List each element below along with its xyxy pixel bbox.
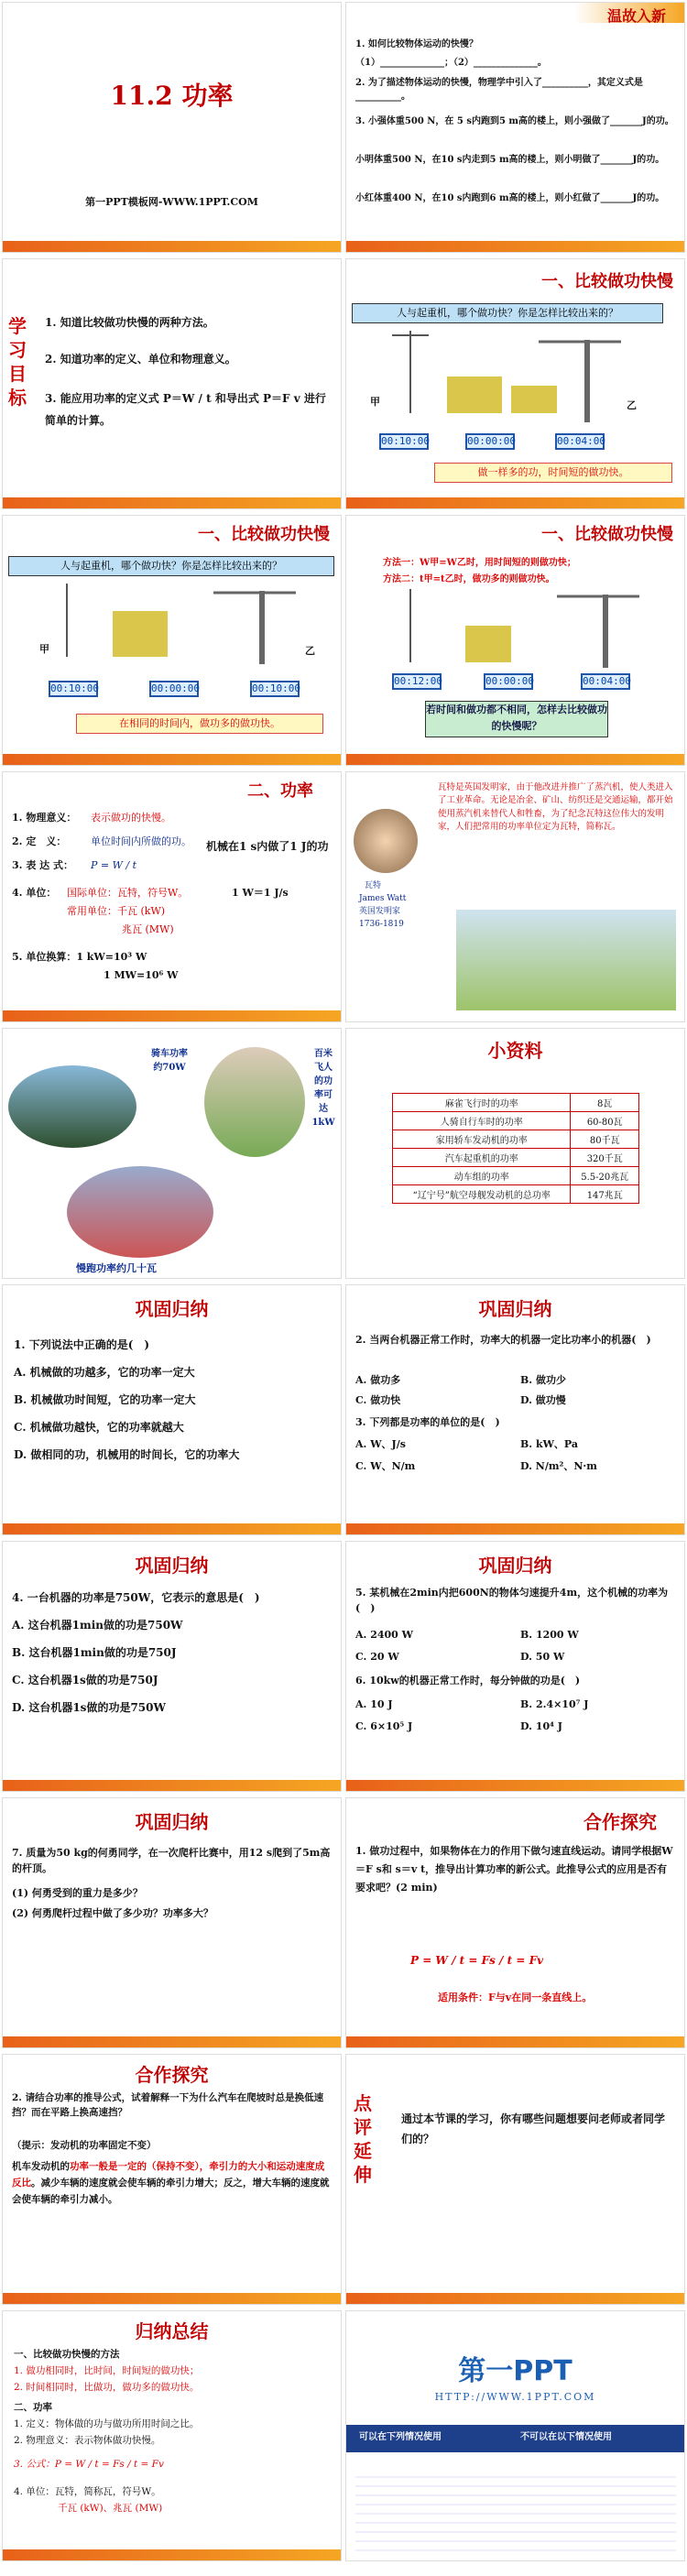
- q4: 4. 一台机器的功率是750W，它表示的意思是( ): [12, 1591, 260, 1604]
- title: 一、比较做功快慢: [198, 525, 330, 544]
- slide-reflect: [345, 2054, 685, 2305]
- title: 11.2 功率: [110, 81, 234, 111]
- review-q1: 1. 如何比较物体运动的快慢？: [355, 39, 478, 49]
- clock-1: 00:12:00: [392, 673, 442, 690]
- q4-a: A. 这台机器1min做的功是750W: [12, 1619, 183, 1632]
- table-cell: 汽车起重机的功率: [393, 1149, 571, 1167]
- unit-2: 常用单位：千瓦 (kW): [67, 905, 166, 917]
- q5-c: C. 20 W: [355, 1651, 399, 1663]
- q1: 1. 下列说法中正确的是( ): [14, 1338, 150, 1351]
- cyclist-photo: [8, 1065, 136, 1148]
- p4-label: 4. 单位：: [12, 887, 57, 899]
- sum-b2: 2. 物理意义：表示物体做功快慢。: [14, 2435, 161, 2446]
- q6-a: A. 10 J: [355, 1698, 393, 1710]
- table-row: [393, 1167, 639, 1185]
- title: 巩固归纳: [135, 1298, 209, 1320]
- table-cell: 家用轿车发动机的功率: [393, 1130, 571, 1149]
- title: 合作探究: [135, 2064, 209, 2086]
- q3-b: B. kW、Pa: [520, 1438, 579, 1450]
- p1-label: 1. 物理意义：: [12, 812, 77, 824]
- table-row: [393, 1094, 639, 1112]
- q3-d: D. N/m²、N·m: [520, 1460, 597, 1472]
- q5-b: B. 1200 W: [520, 1629, 579, 1641]
- slide-compare-3: [345, 515, 685, 766]
- unit-3: 兆瓦 (MW): [122, 923, 174, 935]
- slide-power-def: [2, 771, 342, 1022]
- title: 一、比较做功快慢: [541, 272, 673, 291]
- title: 温故入新: [606, 7, 666, 25]
- q6-b: B. 2.4×10⁷ J: [520, 1698, 589, 1710]
- table-row: [393, 1112, 639, 1130]
- q1-a: A. 机械做的功越多，它的功率一定大: [14, 1366, 195, 1379]
- watt-name: 瓦特: [365, 881, 382, 890]
- goal-2: 2. 知道功率的定义、单位和物理意义。: [45, 353, 236, 366]
- q3: 3. 下列都是功率的单位的是( ): [355, 1416, 500, 1428]
- watt-job: 英国发明家: [359, 907, 401, 916]
- title: 二、功率: [247, 781, 313, 801]
- q7-a: (1) 何勇受到的重力是多少？: [12, 1887, 143, 1899]
- q1-b: B. 机械做功时间短，它的功率一定大: [14, 1393, 196, 1406]
- question-box: 人与起重机，哪个做功快？你是怎样比较出来的？: [8, 556, 334, 576]
- question-box: 若时间和做功都不相同，怎样去比较做功的快慢呢？: [425, 701, 608, 737]
- goal-1: 1. 知道比较做功快慢的两种方法。: [45, 316, 214, 329]
- p3-label: 3. 表 达 式：: [12, 859, 73, 871]
- q6-c: C. 6×10⁵ J: [355, 1720, 413, 1732]
- q6: 6. 10kw的机器正常工作时，每分钟做的功是( ): [355, 1675, 581, 1686]
- title: 归纳总结: [135, 2320, 209, 2342]
- jogger-caption: 慢跑功率约几十瓦: [76, 1262, 157, 1274]
- table-cell: 动车组的功率: [393, 1167, 571, 1185]
- explanation: 机车发动机的功率一般是一定的（保持不变），牵引力的大小和运动速度成反比。减少车辆的速度就会使车辆的牵引力增大；反之，增大车辆的速度就会使车辆的牵引力减小。: [12, 2161, 330, 2205]
- p5: 5. 单位换算：1 kW=10³ W: [12, 951, 147, 963]
- clock-3: 00:04:00: [555, 433, 605, 450]
- q1-d: D. 做相同的功，机械用的时间长，它的功率大: [14, 1448, 240, 1461]
- sum-b5: 千瓦 (kW)、兆瓦 (MW): [58, 2503, 163, 2514]
- q2-a: A. 做功多: [355, 1374, 401, 1386]
- sum-a2: 2. 时间相同时，比做功，做功多的做功快。: [14, 2382, 200, 2393]
- label-yi: 乙: [627, 399, 637, 411]
- title: 小资料: [487, 1040, 543, 1062]
- p5b: 1 MW=10⁶ W: [104, 969, 179, 981]
- table-cell: 人骑自行车时的功率: [393, 1112, 571, 1130]
- title: 巩固归纳: [478, 1555, 552, 1577]
- crane-illustration: [30, 584, 305, 675]
- explore-text: 1. 做功过程中，如果物体在力的作用下做匀速直线运动。请同学根据W＝F s和 s＝v t，推导出计算功率的新公式。此推导公式的应用是否有要求吧？(2 min): [355, 1845, 673, 1894]
- p2-label: 2. 定 义：: [12, 835, 67, 847]
- review-q3a: 3. 小强体重500 N，在 5 s内跑到5 m高的楼上，则小强做了_______J的功。: [355, 116, 674, 126]
- hint: （提示：发动机的功率固定不变）: [12, 2140, 157, 2151]
- review-q2: 2. 为了描述物体运动的快慢，物理学中引入了__________，其定义式是__________。: [355, 78, 643, 102]
- cyclist-caption: 骑车功率约70W: [151, 1049, 188, 1073]
- unit-1b: 1 W＝1 J/s: [232, 887, 289, 899]
- q6-d: D. 10⁴ J: [520, 1720, 562, 1732]
- sum-a0: 一、比较做功快慢的方法: [14, 2349, 120, 2360]
- slide-watt: [345, 771, 685, 1022]
- q7-b: (2) 何勇爬杆过程中做了多少功？功率多大？: [12, 1907, 213, 1919]
- q3-a: A. W、J/s: [355, 1438, 406, 1450]
- title: 一、比较做功快慢: [541, 525, 673, 544]
- q3-c: C. W、N/m: [355, 1460, 416, 1472]
- slide-explore-2: [2, 2054, 342, 2305]
- reflect-text: 通过本节课的学习，你有哪些问题想要问老师或者同学们的？: [401, 2112, 666, 2145]
- slide-quiz-2: [345, 1284, 685, 1535]
- sprinter-caption: 百米飞人的功率可达1kW: [311, 1049, 335, 1128]
- answer-box: 做一样多的功，时间短的做功快。: [434, 463, 672, 483]
- answer-box: 在相同的时间内，做功多的做功快。: [76, 714, 323, 734]
- q2-b: B. 做功少: [520, 1374, 566, 1386]
- slide-quiz-3: [2, 1541, 342, 1792]
- sprinter-photo: [204, 1047, 305, 1157]
- clock-3: 00:10:00: [250, 681, 300, 697]
- title: 巩固归纳: [478, 1298, 552, 1320]
- goal-3: 3. 能应用功率的定义式 P＝W / t 和导出式 P＝F v 进行简单的计算。: [45, 392, 326, 427]
- q7: 7. 质量为50 kg的何勇同学，在一次爬杆比赛中，用12 s爬到了5m高的杆顶。: [12, 1847, 331, 1874]
- crane-illustration: [374, 331, 649, 431]
- side-title: 学习目标: [8, 315, 27, 409]
- p1-value: 表示做功的快慢。: [91, 812, 171, 824]
- table-row: [393, 1185, 639, 1204]
- sum-b1: 1. 定义：物体做的功与做功所用时间之比。: [14, 2418, 200, 2429]
- power-table: [392, 1093, 639, 1204]
- q5: 5. 某机械在2min内把600N的物体匀速提升4m，这个机械的功率为( ): [355, 1587, 669, 1614]
- sum-a1: 1. 做功相同时，比时间，时间短的做功快；: [14, 2365, 200, 2376]
- side-title: 点评延伸: [354, 2092, 372, 2186]
- q5-d: D. 50 W: [520, 1651, 565, 1663]
- slide-quiz-5: [2, 1797, 342, 2048]
- q2: 2. 当两台机器正常工作时，功率大的机器一定比功率小的机器( ): [355, 1334, 651, 1346]
- slide-bar: [3, 241, 341, 252]
- table-row: [393, 1130, 639, 1149]
- crane-illustration: [383, 589, 649, 671]
- brand-url: HTTP://WWW.1PPT.COM: [434, 2391, 596, 2403]
- clock-2: 00:00:00: [484, 673, 533, 690]
- disallowed-heading: 不可以在以下情况使用: [520, 2432, 612, 2442]
- brand-logo: 第一PPT: [458, 2355, 572, 2387]
- p2-value: 单位时间内所做的功。: [91, 835, 191, 847]
- q4-d: D. 这台机器1s做的功是750W: [12, 1701, 166, 1714]
- slide-explore-1: [345, 1797, 685, 2048]
- label-jia: 甲: [39, 643, 49, 655]
- label-yi: 乙: [305, 645, 315, 657]
- table-cell: 80千瓦: [571, 1130, 639, 1149]
- watt-en: James Watt: [359, 894, 407, 903]
- condition: 适用条件：F与v在同一条直线上。: [438, 1992, 593, 2003]
- q5-a: A. 2400 W: [355, 1629, 413, 1641]
- slide-summary: [2, 2310, 342, 2561]
- slide-compare-2: [2, 515, 342, 766]
- sum-b4: 4. 单位：瓦特，简称瓦，符号W。: [14, 2486, 161, 2497]
- note: 机械在1 s内做了1 J的功: [206, 840, 329, 853]
- table-cell: 147兆瓦: [571, 1185, 639, 1204]
- slide-title: [2, 2, 342, 253]
- review-q3c: 小红体重400 N，在10 s内跑到6 m高的楼上，则小红做了_______J的功。: [355, 193, 665, 203]
- table-cell: 5.5-20兆瓦: [571, 1167, 639, 1185]
- q1-c: C. 机械做功越快，它的功率就越大: [14, 1421, 184, 1434]
- label-jia: 甲: [370, 396, 380, 408]
- p3-formula: P = W / t: [91, 859, 137, 871]
- slide-quiz-4: [345, 1541, 685, 1792]
- table-row: [393, 1149, 639, 1167]
- sum-b0: 二、功率: [14, 2402, 52, 2413]
- watt-bio: 瓦特是英国发明家，由于他改进并推广了蒸汽机，使人类进入了工业革命。无论是冶金、矿山、纺织还是交通运输，都开始使用蒸汽机来替代人和牲畜，为了纪念瓦特这位伟大的发明家，人们把常用的功率单位定为瓦特，简称瓦。: [438, 782, 673, 832]
- q2-c: C. 做功快: [355, 1394, 401, 1406]
- unit-1: 国际单位：瓦特，符号W。: [67, 887, 189, 899]
- steam-train-photo: [456, 910, 676, 1010]
- jogger-photo: [67, 1166, 213, 1258]
- table-cell: 320千瓦: [571, 1149, 639, 1167]
- slide-review: [345, 2, 685, 253]
- clock-1: 00:10:00: [379, 433, 429, 450]
- title: 巩固归纳: [135, 1555, 209, 1577]
- slide-brand: [345, 2310, 685, 2561]
- title: 合作探究: [583, 1811, 657, 1833]
- clock-1: 00:10:00: [49, 681, 98, 697]
- q4-c: C. 这台机器1s做的功是750J: [12, 1674, 158, 1686]
- link-list: [355, 2469, 676, 2551]
- slide-examples: [2, 1028, 342, 1279]
- slide-compare-1: [345, 258, 685, 509]
- sum-b3: 3. 公式：P = W / t = Fs / t = Fv: [14, 2459, 164, 2470]
- subtitle: 第一PPT模板网-WWW.1PPT.COM: [85, 196, 258, 208]
- watt-years: 1736-1819: [359, 920, 404, 929]
- slide-goals: [2, 258, 342, 509]
- formula: P = W / t = Fs / t = Fv: [410, 1954, 544, 1967]
- title: 巩固归纳: [135, 1811, 209, 1833]
- review-q1-blanks: （1）______________；（2）______________。: [355, 58, 547, 68]
- clock-2: 00:00:00: [465, 433, 515, 450]
- clock-3: 00:04:00: [581, 673, 630, 690]
- review-q3b: 小明体重500 N，在10 s内走到5 m高的楼上，则小明做了_______J的功。: [355, 155, 665, 165]
- method-1: 方法一：W甲=W乙时，用时间短的则做功快；: [383, 558, 576, 568]
- watt-portrait: [354, 809, 418, 873]
- slide-data-table: [345, 1028, 685, 1279]
- clock-2: 00:00:00: [149, 681, 199, 697]
- q4-b: B. 这台机器1min做的功是750J: [12, 1646, 177, 1659]
- q2-d: D. 做功慢: [520, 1394, 566, 1406]
- method-2: 方法二：t甲=t乙时，做功多的则做功快。: [383, 574, 555, 584]
- table-cell: “辽宁号”航空母舰发动机的总功率: [393, 1185, 571, 1204]
- question-box: 人与起重机，哪个做功快？你是怎样比较出来的？: [352, 303, 663, 323]
- allowed-heading: 可以在下列情况使用: [359, 2432, 442, 2442]
- slide-quiz-1: [2, 1284, 342, 1535]
- table-cell: 麻雀飞行时的功率: [393, 1094, 571, 1112]
- table-cell: 8瓦: [571, 1094, 639, 1112]
- explore-q: 2. 请结合功率的推导公式，试着解释一下为什么汽车在爬坡时总是换低速挡？而在平路上换高速挡？: [12, 2092, 324, 2118]
- table-cell: 60-80瓦: [571, 1112, 639, 1130]
